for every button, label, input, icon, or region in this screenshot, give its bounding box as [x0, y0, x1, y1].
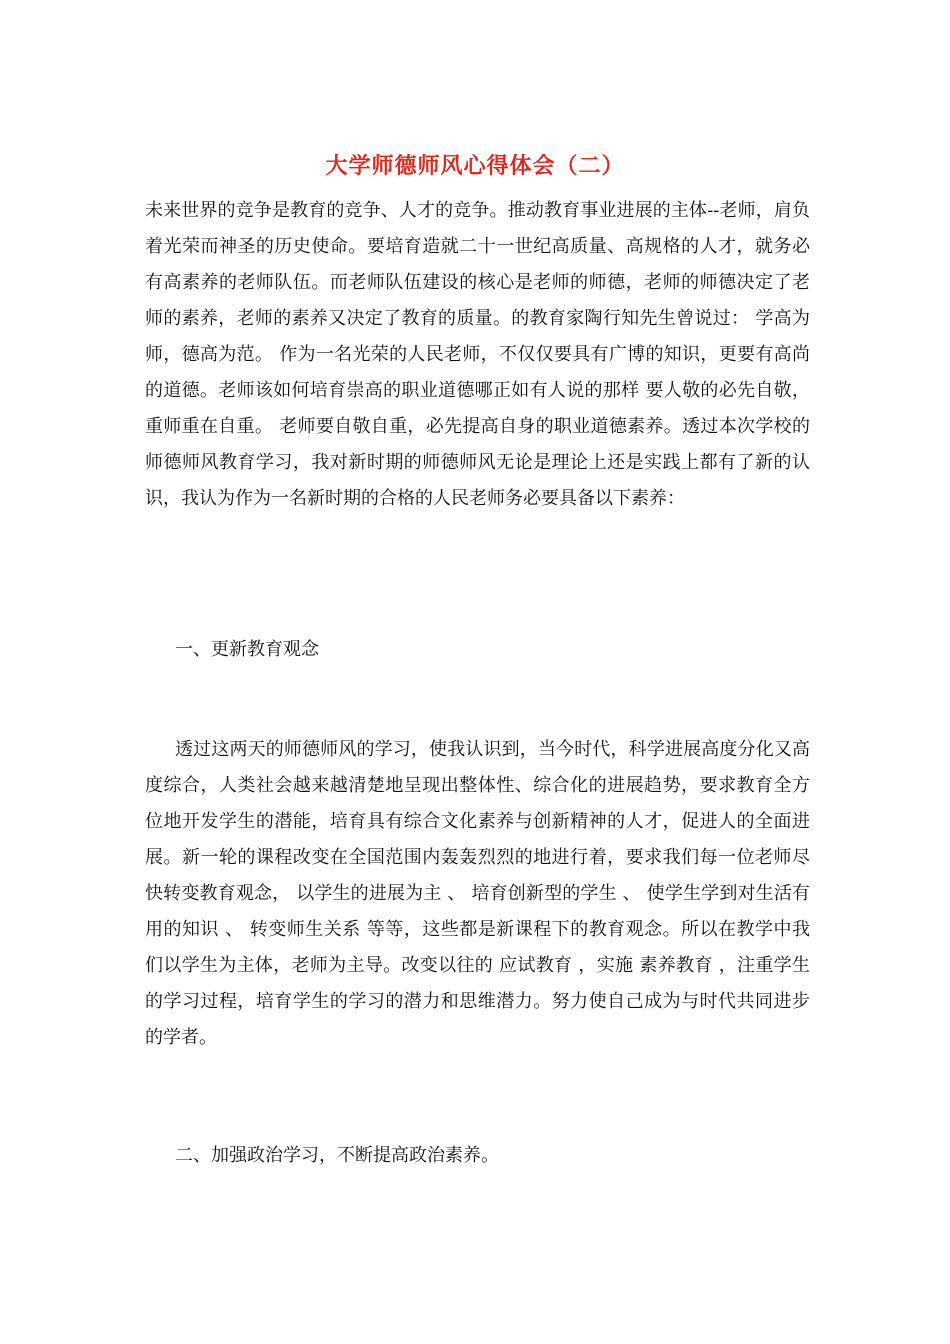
section-1-body: 透过这两天的师德师风的学习，使我认识到，当今时代，科学进展高度分化又高度综合，人类社会越来越清楚地呈现出整体性、综合化的进展趋势，要求教育全方位地开发学生的潜能，培育具有综合文化素养与创新精神的人才，促进人的全面进展。新一轮的课程改变在全国范围内轰轰烈烈的地进行着，要求我们每一位老师尽快转变教育观念， 以学生的进展为主 、 培育创新型的学生 、 使学生学到对生活有用的知识 、 转变师生关系 等等，这些都是新课程下的教育观念。所以在教学中我们以学生为主体，老师为主导。改变以往的 应试教育 ，实施 素养教育 ，注重学生的学习过程，培育学生的学习的潜力和思维潜力。努力使自己成为与时代共同进步的学者。: [145, 739, 810, 1048]
section-1-heading: 一、更新教育观念: [175, 639, 319, 660]
intro-paragraph: 未来世界的竞争是教育的竞争、人才的竞争。推动教育事业进展的主体--老师，肩负着光荣而神圣的历史使命。要培育造就二十一世纪高质量、高规格的人才，就务必有高素养的老师队伍。而老师队伍建设的核心是老师的师德，老师的师德决定了老师的素养，老师的素养又决定了教育的质量。的教育家陶行知先生曾说过： 学高为师，德高为范。 作为一名光荣的人民老师，不仅仅要具有广博的知识，更要有高尚的道德。老师该如何培育崇高的职业道德哪正如有人说的那样 要人敬的必先自敬，重师重在自重。 老师要自敬自重，必先提高自身的职业道德素养。透过本次学校的师德师风教育学习，我对新时期的师德师风无论是理论上还是实践上都有了新的认识，我认为作为一名新时期的合格的人民老师务必要具备以下素养：: [145, 200, 810, 509]
document-title: 大学师德师风心得体会（二）: [325, 153, 625, 179]
section-2-heading: 二、加强政治学习，不断提高政治素养。: [175, 1145, 499, 1166]
